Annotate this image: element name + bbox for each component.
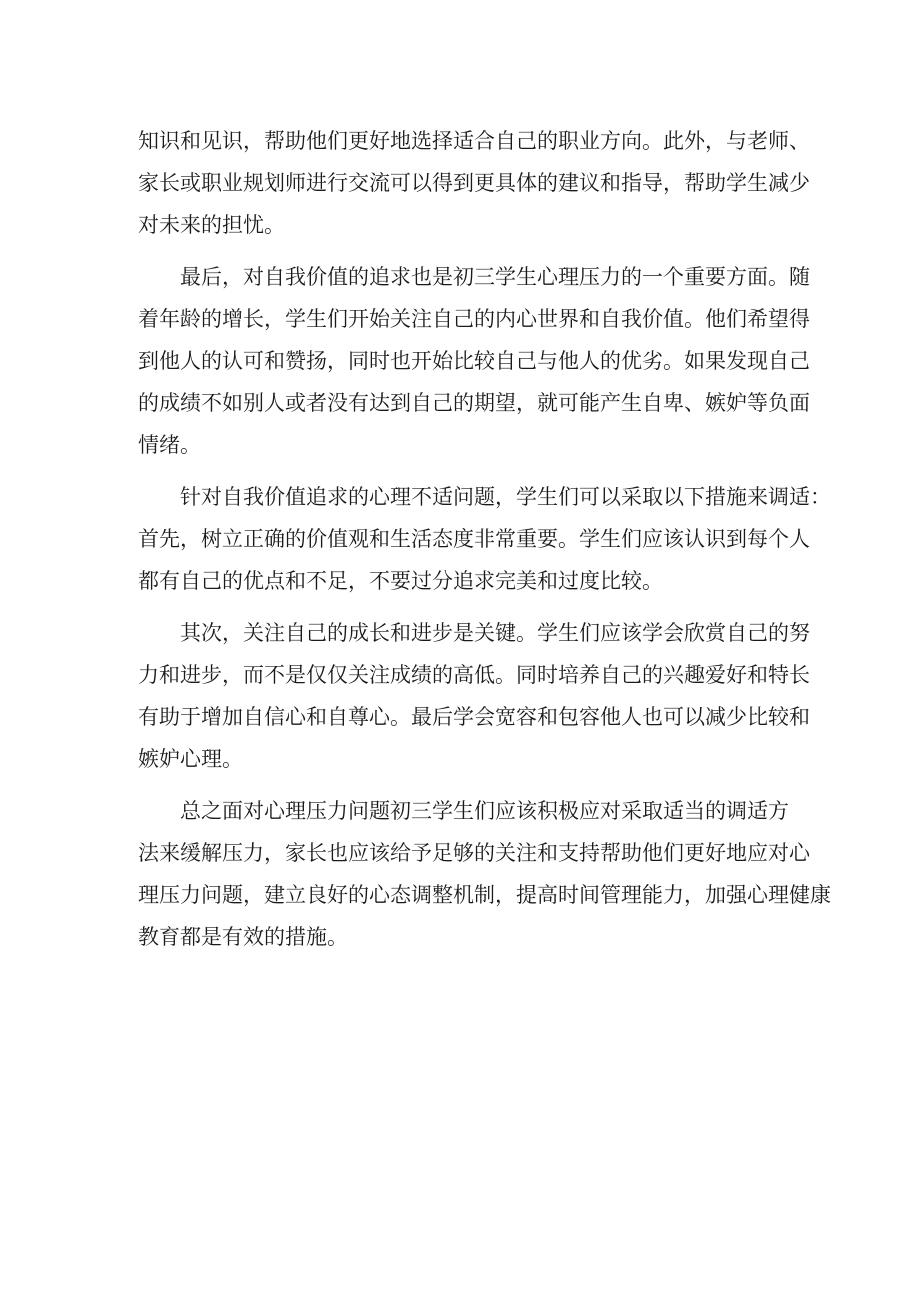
text-line: 都有自己的优点和不足，不要过分追求完美和过度比较。 [138, 569, 663, 593]
text-line: 情绪。 [138, 433, 201, 457]
text-line: 总之面对心理压力问题初三学生们应该积极应对采取适当的调适方 [180, 799, 789, 823]
text-line: 力和进步，而不是仅仅关注成绩的高低。同时培养自己的兴趣爱好和特长 [138, 663, 810, 687]
paragraph [138, 256, 810, 466]
paragraph [138, 120, 810, 246]
text-line: 的成绩不如别人或者没有达到自己的期望，就可能产生自卑、嫉妒等负面 [138, 391, 810, 415]
text-line: 有助于增加自信心和自尊心。最后学会宽容和包容他人也可以减少比较和 [138, 705, 810, 729]
text-line: 家长或职业规划师进行交流可以得到更具体的建议和指导，帮助学生减少 [138, 171, 810, 195]
document-body [138, 120, 831, 958]
text-line: 对未来的担忧。 [138, 213, 285, 237]
text-line: 嫉妒心理。 [138, 747, 243, 771]
text-line: 首先，树立正确的价值观和生活态度非常重要。学生们应该认识到每个人 [138, 527, 810, 551]
text-line: 知识和见识，帮助他们更好地选择适合自己的职业方向。此外，与老师、 [138, 129, 810, 153]
paragraph [138, 476, 831, 602]
text-line: 其次，关注自己的成长和进步是关键。学生们应该学会欣赏自己的努 [180, 621, 810, 645]
text-line: 法来缓解压力，家长也应该给予足够的关注和支持帮助他们更好地应对心 [138, 841, 810, 865]
paragraph [138, 612, 810, 780]
text-line: 教育都是有效的措施。 [138, 925, 348, 949]
text-line: 最后，对自我价值的追求也是初三学生心理压力的一个重要方面。随 [180, 265, 810, 289]
text-line: 针对自我价值追求的心理不适问题，学生们可以采取以下措施来调适： [180, 485, 831, 509]
text-line: 理压力问题，建立良好的心态调整机制，提高时间管理能力，加强心理健康 [138, 883, 831, 907]
text-line: 到他人的认可和赞扬，同时也开始比较自己与他人的优劣。如果发现自己 [138, 349, 810, 373]
text-line: 着年龄的增长，学生们开始关注自己的内心世界和自我价值。他们希望得 [138, 307, 810, 331]
paragraph [138, 790, 831, 958]
